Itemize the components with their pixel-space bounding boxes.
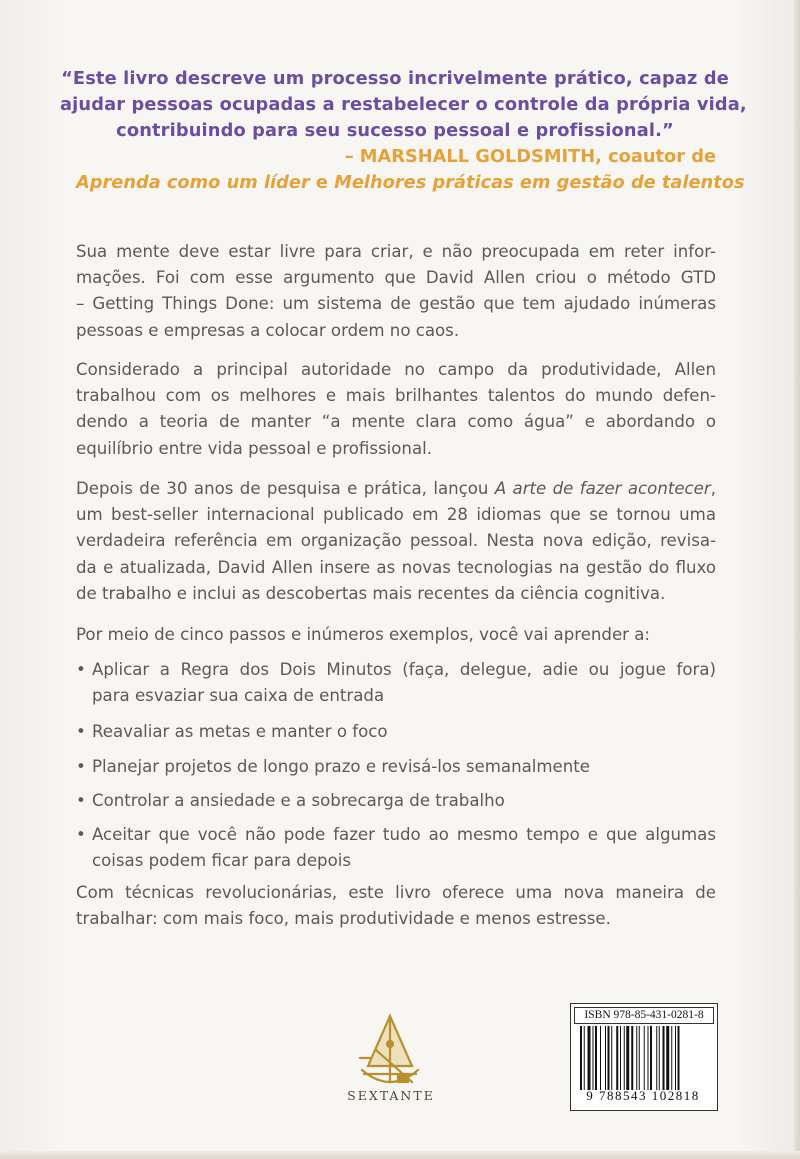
- text-line: equilíbrio entre vida pessoal e profissional.: [76, 438, 433, 458]
- list-intro: [76, 622, 716, 648]
- barcode-bar: [580, 1026, 582, 1090]
- isbn-digits: 9 788543 102818: [586, 1088, 700, 1103]
- list-item-text: [92, 719, 716, 745]
- bullet-dot: •: [76, 790, 86, 810]
- barcode-bar: [620, 1026, 621, 1090]
- barcode-bar: [626, 1026, 629, 1090]
- text-line: mações. Foi com esse argumento que David Allen criou o método GTD: [76, 268, 716, 288]
- paragraph-3: [76, 476, 716, 607]
- text-line: [76, 476, 716, 502]
- quote-line: contribuindo para seu sucesso pessoal e profissional.”: [116, 120, 674, 141]
- text-line: Sua mente deve estar livre para criar, e não preocupada em reter infor-: [76, 242, 716, 261]
- book-title-2: Melhores práticas em gestão de talentos: [334, 172, 745, 193]
- barcode-bar: [588, 1026, 591, 1090]
- book-title-1: Aprenda como um líder: [76, 172, 310, 193]
- text-line: dendo a teoria de manter “a mente clara como água” e abordando o: [76, 412, 716, 432]
- text-line: – Getting Things Done: um sistema de gestão que tem ajudado inúmeras: [76, 294, 716, 314]
- list-item-text: [92, 657, 716, 709]
- barcode-bar: [600, 1026, 601, 1090]
- barcode-bar: [659, 1026, 660, 1090]
- text-line: de trabalho e inclui as descobertas mais recentes da ciência cognitiva.: [76, 583, 666, 603]
- list-item-text: [92, 788, 716, 814]
- barcode-bar: [678, 1026, 680, 1090]
- text-line: Por meio de cinco passos e inúmeros exemplos, você vai aprender a:: [76, 625, 651, 644]
- text-line: pessoas e empresas a colocar ordem no caos.: [76, 320, 460, 340]
- text-line: verdadeira referência em organização pessoal. Nesta nova edição, revisa-: [76, 531, 716, 551]
- quote-attribution: [76, 144, 745, 196]
- barcode-bar: [624, 1026, 625, 1090]
- barcode: [578, 1026, 712, 1090]
- text-line: para esvaziar sua caixa de entrada: [92, 686, 385, 706]
- barcode-bar: [636, 1026, 637, 1090]
- text-line: Aplicar a Regra dos Dois Minutos (faça, delegue, adie ou jogue fora): [92, 660, 716, 679]
- list-item-text: [92, 822, 716, 874]
- list-item: [76, 657, 716, 709]
- barcode-bar: [593, 1026, 594, 1090]
- list-item: [76, 788, 716, 814]
- bullet-dot: •: [76, 756, 86, 776]
- barcode-bar: [648, 1026, 649, 1090]
- sextant-logo-icon: [340, 1010, 440, 1140]
- isbn-label: ISBN 978-85-431-0281-8: [574, 1007, 714, 1024]
- text-line: Planejar projetos de longo prazo e revisá-los semanalmente: [92, 756, 590, 776]
- list-item: [76, 719, 716, 745]
- page-edge-right: [794, 0, 800, 1159]
- list-item: [76, 754, 716, 780]
- text-line: Reavaliar as metas e manter o foco: [92, 722, 388, 742]
- barcode-bar: [644, 1026, 645, 1090]
- list-item-text: [92, 754, 716, 780]
- text-line: Controlar a ansiedade e a sobrecarga de trabalho: [92, 790, 505, 810]
- book-conjunction: e: [309, 172, 335, 193]
- barcode-bar: [611, 1026, 612, 1090]
- text-line: da e atualizada, David Allen insere as novas tecnologias na gestão do fluxo: [76, 557, 716, 577]
- quote-line: ajudar pessoas ocupadas a restabelecer o controle da própria vida,: [60, 94, 747, 115]
- barcode-bar: [605, 1026, 606, 1090]
- barcode-bar: [608, 1026, 610, 1090]
- bullet-dot: •: [76, 722, 86, 742]
- author-books: [76, 170, 745, 196]
- text-line: um best-seller internacional publicado em 28 idiomas que se tornou uma: [76, 505, 716, 525]
- text-line: trabalhar: com mais foco, mais produtividade e menos estresse.: [76, 909, 611, 929]
- bullet-dot: •: [76, 825, 86, 845]
- barcode-bar: [650, 1026, 652, 1090]
- endorsement-quote: [60, 66, 747, 144]
- text-line: Considerado a principal autoridade no campo da produtividade, Allen: [76, 360, 716, 379]
- paragraph-1: [76, 239, 716, 344]
- barcode-bar: [675, 1026, 676, 1090]
- quote-line: “Este livro descreve um processo incrivelmente prático, capaz de: [61, 68, 729, 89]
- barcode-bar: [666, 1026, 669, 1090]
- publisher-name: SEXTANTE: [347, 1088, 435, 1103]
- text-span: Depois de 30 anos de pesquisa e prática, lançou: [76, 479, 495, 498]
- barcode-bar: [663, 1026, 665, 1090]
- barcode-bar: [639, 1026, 640, 1090]
- barcode-bar: [671, 1026, 672, 1090]
- list-item: [76, 822, 716, 874]
- barcode-bar: [595, 1026, 597, 1090]
- text-span: ,: [710, 479, 716, 498]
- bullet-list: [76, 657, 716, 874]
- barcode-bar: [616, 1026, 618, 1090]
- barcode-bar: [656, 1026, 657, 1090]
- quote-author: – MARSHALL GOLDSMITH, coautor de: [344, 146, 716, 167]
- text-line: coisas podem ficar para depois: [92, 851, 351, 871]
- text-line: Com técnicas revolucionárias, este livro oferece uma nova maneira de: [76, 883, 716, 902]
- paragraph-2: [76, 357, 716, 462]
- text-line: trabalhou com os melhores e mais brilhantes talentos do mundo defen-: [76, 386, 716, 406]
- barcode-bar: [584, 1026, 585, 1090]
- text-line: Aceitar que você não pode fazer tudo ao mesmo tempo e que algumas: [92, 825, 716, 845]
- bullet-dot: •: [76, 660, 86, 679]
- book-title: A arte de fazer acontecer: [494, 479, 711, 498]
- page-edge-bottom: [0, 1151, 800, 1159]
- closing-paragraph: [76, 880, 716, 932]
- barcode-bar: [631, 1026, 633, 1090]
